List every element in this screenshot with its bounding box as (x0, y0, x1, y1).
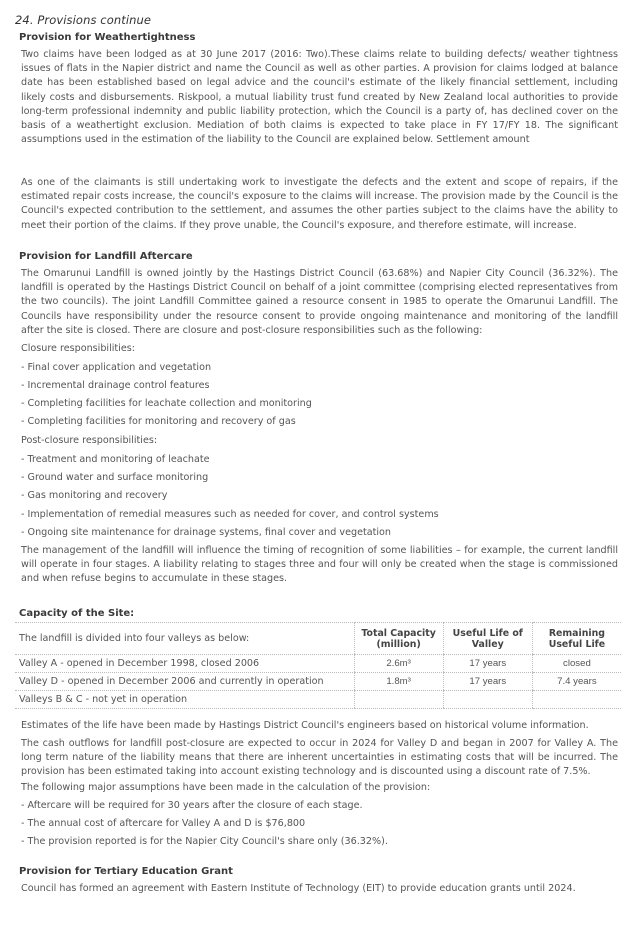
landfill-heading: Provision for Landfill Aftercare (19, 251, 193, 262)
table-cell (354, 691, 443, 709)
weathertightness-body-2: As one of the claimants is still undertaking work to investigate the defects and the extent and scope of repairs, if the estimated repair costs increase, the council's exposure to the claims will increase. The provision made by the Council is the Council's expected contribution to the settlement, and assumes the other parties subject to the claims have the ability to meet their portion of the claims. If they prove unable, the Council's exposure, and therefore estimate, will increase. (21, 177, 618, 231)
tertiary-body: Council has formed an agreement with Eastern Institute of Technology (EIT) to provide education grants until 2024. (21, 883, 576, 894)
post-closure-item: - Gas monitoring and recovery (21, 490, 168, 501)
cashflows-text: The cash outflows for landfill post-closure are expected to occur in 2024 for Valley D and began in 2007 for Valley A. The long term nature of the liability means that there are inherent uncertainties in estimating costs that will be incurred. The provision has been estimated taking into account existing technology and is discounted using a discount rate of 7.5%. (21, 738, 618, 778)
table-cell: 1.8m³ (354, 673, 443, 691)
table-cell: Valley A - opened in December 1998, closed 2006 (15, 655, 354, 673)
landfill-intro: The Omarunui Landfill is owned jointly by the Hastings District Council (63.68%) and Napier City Council (36.32%). The landfill is operated by the Hastings District Council on behalf of a joint committee (comprising elected representatives from the two councils). The joint Landfill Committee gained a resource consent in 1985 to operate the Omarunui Landfill. The Councils have responsibility under the resource consent to provide ongoing maintenance and monitoring of the landfill after the site is closed. There are closure and post-closure responsibilities such as the following: (21, 268, 618, 336)
assumptions-label: The following major assumptions have been made in the calculation of the provision: (21, 782, 431, 793)
post-closure-item: - Treatment and monitoring of leachate (21, 454, 210, 465)
table-cell: 7.4 years (532, 673, 621, 691)
assumption-item: - The provision reported is for the Napier City Council's share only (36.32%). (21, 836, 388, 847)
table-cell (532, 691, 621, 709)
column-header-total-capacity: Total Capacity (million) (354, 623, 443, 655)
capacity-heading: Capacity of the Site: (19, 608, 135, 619)
assumption-item: - Aftercare will be required for 30 years after the closure of each stage. (21, 800, 363, 811)
table-intro-cell: The landfill is divided into four valleys as below: (15, 623, 354, 655)
table-cell: 17 years (443, 655, 532, 673)
estimates-text: Estimates of the life have been made by Hastings District Council's engineers based on historical volume information. (21, 720, 589, 731)
table-cell: 17 years (443, 673, 532, 691)
weathertightness-heading: Provision for Weathertightness (19, 32, 196, 43)
tertiary-heading: Provision for Tertiary Education Grant (19, 866, 233, 877)
post-closure-label: Post-closure responsibilities: (21, 435, 158, 446)
capacity-table (15, 622, 621, 709)
assumption-item: - The annual cost of aftercare for Valley A and D is $76,800 (21, 818, 306, 829)
table-row (15, 655, 621, 673)
post-closure-item: - Implementation of remedial measures such as needed for cover, and control systems (21, 509, 439, 520)
closure-item: - Final cover application and vegetation (21, 362, 212, 373)
landfill-management: The management of the landfill will influence the timing of recognition of some liabilities – for example, the current landfill will operate in four stages. A liability relating to stages three and four will only be created when the stage is commissioned and when refuse begins to accumulate in these stages. (21, 545, 618, 585)
table-row (15, 691, 621, 709)
table-cell (443, 691, 532, 709)
closure-item: - Completing facilities for leachate collection and monitoring (21, 398, 312, 409)
table-cell: closed (532, 655, 621, 673)
post-closure-item: - Ongoing site maintenance for drainage systems, final cover and vegetation (21, 527, 391, 538)
post-closure-item: - Ground water and surface monitoring (21, 472, 209, 483)
table-row (15, 673, 621, 691)
section-title: 24. Provisions continue (15, 13, 152, 27)
column-header-remaining-life: Remaining Useful Life (532, 623, 621, 655)
closure-label: Closure responsibilities: (21, 343, 135, 354)
table-cell: Valley D - opened in December 2006 and currently in operation (15, 673, 354, 691)
table-header-row (15, 623, 621, 655)
closure-item: - Completing facilities for monitoring and recovery of gas (21, 416, 296, 427)
weathertightness-body: Two claims have been lodged as at 30 June 2017 (2016: Two).These claims relate to building defects/ weather tightness issues of flats in the Napier district and name the Council as well as other parties. A provision for claims lodged at balance date has been established based on legal advice and the council's estimate of the likely financial settlement, including likely costs and disbursements. Riskpool, a mutual liability trust fund created by New Zealand local authorities to provide long-term professional indemnity and public liability protection, which the Council is a party of, has declined cover on the basis of a weathertight exclusion. Mediation of both claims is expected to take place in FY 17/FY 18. The significant assumptions used in the estimation of the liability to the Council are explained below. Settlement amount (21, 49, 618, 146)
column-header-useful-life: Useful Life of Valley (443, 623, 532, 655)
table-cell: Valleys B & C - not yet in operation (15, 691, 354, 709)
table-cell: 2.6m³ (354, 655, 443, 673)
closure-item: - Incremental drainage control features (21, 380, 210, 391)
